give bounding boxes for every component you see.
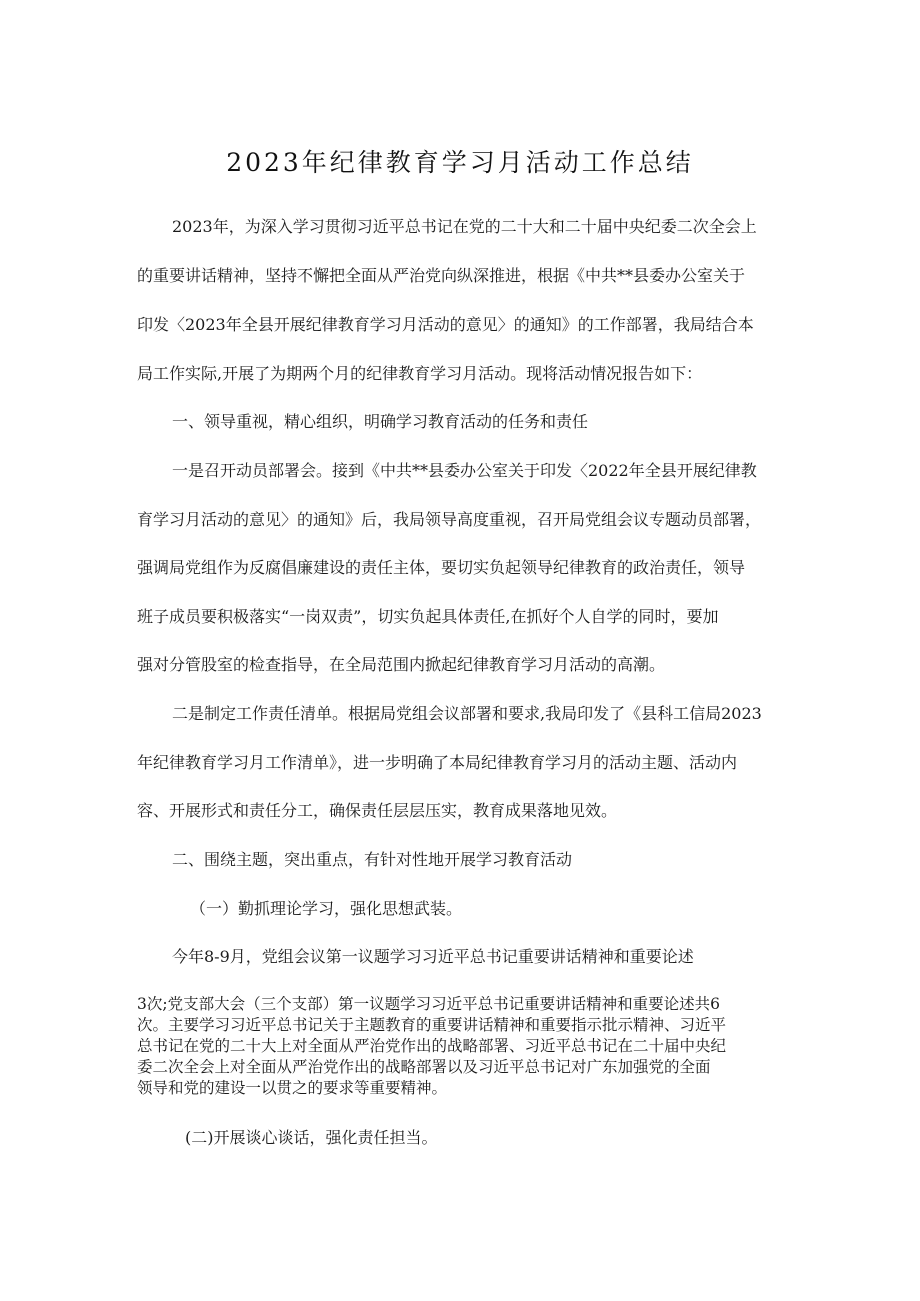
p1-line: 印发〈2023年全县开展纪律教育学习月活动的意见〉的通知》的工作部署，我局结合本 (137, 315, 754, 334)
p1-line: 2023年，为深入学习贯彻习近平总书记在党的二十大和二十届中央纪委二次全会上 (172, 217, 757, 236)
subsection-heading-2: (二)开展谈心谈话，强化责任担当。 (185, 1128, 438, 1147)
p5-block (137, 994, 787, 1099)
p5-line: 委二次全会上对全面从严治党作出的战略部署以及习近平总书记对广东加强党的全面 (137, 1058, 711, 1076)
p5-line: 3次;党支部大会（三个支部）第一议题学习习近平总书记重要讲话精神和重要论述共6 (137, 995, 720, 1013)
p3-line: 年纪律教育学习月工作清单》，进一步明确了本局纪律教育学习月的活动主题、活动内 (137, 753, 738, 772)
p3-line: 二是制定工作责任清单。根据局党组会议部署和要求,我局印发了《县科工信局2023 (172, 704, 762, 723)
section-heading-2: 二、围绕主题，突出重点，有针对性地开展学习教育活动 (172, 850, 573, 869)
p5-line: 次。主要学习习近平总书记关于主题教育的重要讲话精神和重要指示批示精神、习近平 (137, 1016, 727, 1034)
p5-line: 领导和党的建设一以贯之的要求等重要精神。 (137, 1079, 448, 1097)
p2-line: 强调局党组作为反腐倡廉建设的责任主体，要切实负起领导纪律教育的政治责任，领导 (137, 558, 746, 577)
p4-line: 今年8-9月，党组会议第一议题学习习近平总书记重要讲话精神和重要论述 (172, 947, 694, 966)
p2-line: 一是召开动员部署会。接到《中共**县委办公室关于印发〈2022年全县开展纪律教 (172, 461, 757, 480)
p1-line: 局工作实际,开展了为期两个月的纪律教育学习月活动。现将活动情况报告如下： (137, 364, 703, 383)
p3-line: 容、开展形式和责任分工，确保责任层层压实，教育成果落地见效。 (137, 801, 618, 820)
p2-line: 育学习月活动的意见〉的通知》后，我局领导高度重视，召开局党组会议专题动员部署， (137, 510, 762, 529)
section-heading-1: 一、领导重视，精心组织，明确学习教育活动的任务和责任 (172, 412, 589, 431)
p1-line: 的重要讲话精神，坚持不懈把全面从严治党向纵深推进，根据《中共**县委办公室关于 (137, 266, 746, 285)
document-title: 2023年纪律教育学习月活动工作总结 (226, 148, 694, 177)
p5-line: 总书记在党的二十大上对全面从严治党作出的战略部署、习近平总书记在二十届中央纪 (137, 1037, 727, 1055)
p2-line: 班子成员要积极落实“一岗双责”，切实负起具体责任,在抓好个人自学的同时，要加 (137, 607, 719, 626)
p2-line: 强对分管股室的检查指导，在全局范围内掀起纪律教育学习月活动的高潮。 (137, 655, 666, 674)
subsection-heading-1: （一）勤抓理论学习，强化思想武装。 (190, 899, 463, 918)
